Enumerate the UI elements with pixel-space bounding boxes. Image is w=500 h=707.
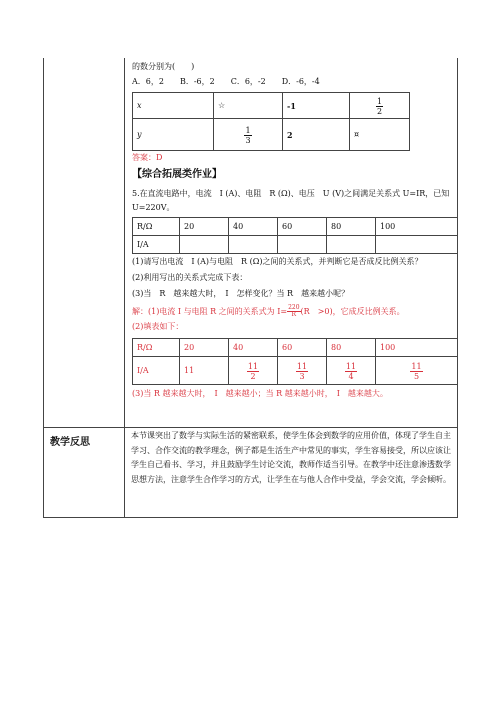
y-cell-2: 2 <box>283 119 350 151</box>
r-value: 100 <box>376 339 458 357</box>
r-value: 60 <box>278 339 327 357</box>
x-cell-3 <box>350 93 410 119</box>
i-empty <box>327 236 376 254</box>
q5-stem-2: U=220V。 <box>132 203 175 212</box>
i-value: 11 <box>180 357 229 385</box>
y-label: y <box>133 119 214 151</box>
x-cell-1: ☆ <box>214 93 283 119</box>
r-i-table <box>132 217 458 254</box>
reflection-title: 教学反思 <box>50 437 90 448</box>
reflection-text: 本节课突出了数学与实际生活的紧密联系，使学生体会到数学的应用价值，体现了学生自主学习、合作交流的教学理念，例子都是生活生产中常见的事实，学生容易接受，所以应该让学生自己看书、学习，并且鼓励学生讨论交流，教师作适当引导。在教学中还注意渗透数学思想方法，注意学生合作学习的方式，让学生在与他人合作中受益，学会交流，学会倾听。 <box>131 431 451 484</box>
sub-question-2: (2)利用写出的关系式完成下表： <box>132 273 248 282</box>
i-empty <box>180 236 229 254</box>
i-empty <box>229 236 278 254</box>
r-label: R/Ω <box>133 218 180 236</box>
fraction: $\frac{220}{R}$ <box>288 304 300 318</box>
row-divider <box>44 427 457 428</box>
r-value: 80 <box>327 339 376 357</box>
solution-3: (3)当 R 越来越大时， I 越来越小；当 R 越来越小时， I 越来越大。 <box>132 389 388 398</box>
r-value: 20 <box>180 218 229 236</box>
r-value: 40 <box>229 339 278 357</box>
r-value: 80 <box>327 218 376 236</box>
i-value <box>376 357 458 385</box>
fraction: $\frac{11}{2}$ <box>247 361 259 381</box>
i-value <box>229 357 278 385</box>
i-label: I/A <box>133 236 180 254</box>
fraction: $\frac{11}{5}$ <box>411 361 422 381</box>
fraction: $\frac{1}{2}$ <box>376 96 383 116</box>
fraction: $\frac{11}{4}$ <box>345 361 357 381</box>
r-value: 40 <box>229 218 278 236</box>
r-value: 100 <box>376 218 458 236</box>
filled-table <box>132 338 458 385</box>
i-value <box>278 357 327 385</box>
exercise-content <box>132 58 452 400</box>
x-cell-2: -1 <box>283 93 350 119</box>
choices-line: A．6，2 B．-6，2 C．6，-2 D．-6，-4 <box>132 77 320 86</box>
answer-text: 答案：D <box>132 153 163 162</box>
i-label: I/A <box>133 357 180 385</box>
sub-question-1: (1)请写出电流 I (A)与电阻 R (Ω)之间的关系式，并判断它是否成反比例关系？ <box>132 257 423 266</box>
y-cell-1 <box>214 119 283 151</box>
r-value: 60 <box>278 218 327 236</box>
r-value: 20 <box>180 339 229 357</box>
fraction: $\frac{1}{3}$ <box>245 125 251 145</box>
x-label: x <box>133 93 214 119</box>
y-cell-3: ¤ <box>350 119 410 151</box>
lesson-table <box>43 58 458 518</box>
column-divider <box>124 58 125 518</box>
i-empty <box>278 236 327 254</box>
solution-2: (2)填表如下： <box>132 322 184 331</box>
question-line: 的数分别为( ) <box>132 62 195 71</box>
r-label: R/Ω <box>133 339 180 357</box>
xy-table <box>132 92 410 151</box>
q5-stem: 5.在直流电路中，电流 I (A)、电阻 R (Ω)、电压 U (V)之间满足关系式 U=IR，已知 <box>132 189 450 198</box>
i-empty <box>376 236 458 254</box>
fraction: $\frac{11}{3}$ <box>296 361 308 381</box>
sub-question-3: (3)当 R 越来越大时， I 怎样变化？当 R 越来越小呢？ <box>132 289 350 298</box>
solution-1: 解：(1)电流 I 与电阻 R 之间的关系式为 I= $\frac{220}{R}$ (R >0)，它成反比例关系。 <box>132 304 405 318</box>
section-title: 【综合拓展类作业】 <box>132 169 222 180</box>
i-value <box>327 357 376 385</box>
